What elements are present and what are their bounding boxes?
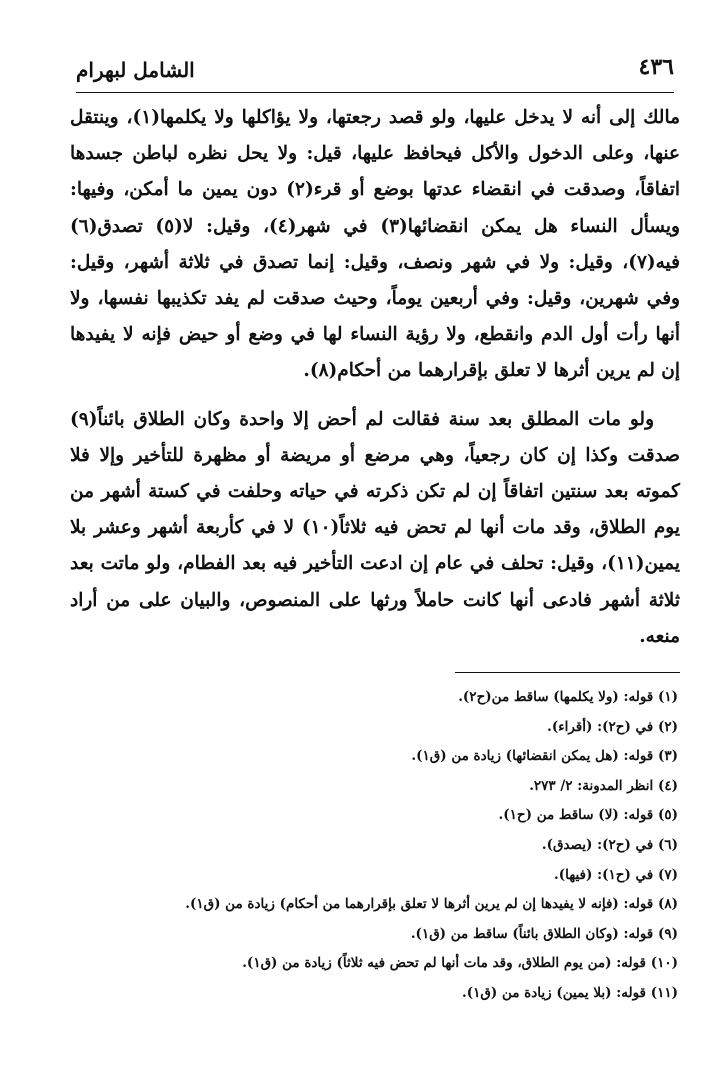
footnote-4: (٤) انظر المدونة: ٢/ ٢٧٣.: [529, 777, 678, 794]
footnote-1: (١) قوله: (ولا يكلمها) ساقط من(ح٢).: [458, 689, 678, 705]
footnote-9: (٩) قوله: (وكان الطلاق بائناً) ساقط من (ق١).: [410, 925, 678, 942]
footnote-5: (٥) قوله: (لا) ساقط من (ح١).: [498, 807, 678, 824]
footnote-2: (٢) في (ح٢): (أقراء).: [547, 718, 678, 735]
footnote-6: (٦) في (ح٢): (يصدق).: [541, 836, 678, 853]
footnote-7: (٧) في (ح١): (فيها).: [554, 866, 678, 883]
paragraph-2: ولو مات المطلق بعد سنة فقالت لم أحض إلا واحدة وكان الطلاق بائناً(٩) صدقت وكذا إن كان رجعياً، وهي مرضع أو مريضة أو مظهرة للتأخير وإلا فلا كموته بعد سنتين اتفاقاً إن لم تكن ذكرته في حياته وحلفت في كستة أشهر من يوم الطلاق، وقد مات أنها لم تحض فيه ثلاثاً(١٠) لا في كأربعة أشهر وعشر بلا يمين(١١)، وقيل: تحلف في عام إن ادعت التأخير فيه بعد الفطام، ولو ماتت بعد ثلاثة أشهر فادعى أنها كانت حاملاً ورثها على المنصوص، والبيان على من أراد منعه.: [70, 408, 681, 647]
footnote-11: (١١) قوله: (بلا يمين) زيادة من (ق١).: [462, 984, 678, 1001]
running-title: الشامل لبهرام: [76, 58, 195, 82]
page-header: [76, 50, 674, 94]
main-text: [70, 100, 680, 655]
paragraph-1: مالك إلى أنه لا يدخل عليها، ولو قصد رجعتها، ولا يؤاكلها ولا يكلمها(١)، وينتقل عنها، وعلى الدخول والأكل فيحافظ عليها، قيل: ولا يحل نظره لباطن جسدها اتفاقاً، وصدقت في انقضاء عدتها بوضع أو قرء(٢) دون يمين ما أمكن، وفيها: ويسأل النساء هل يمكن انقضائها(٣) في شهر(٤)، وقيل: لا(٥) تصدق(٦) فيه(٧)، وقيل: ولا في شهر ونصف، وقيل: إنما تصدق في ثلاثة أشهر، وقيل: وفي شهرين، وقيل: وفي أربعين يوماً، وحيث صدقت لم يفد تكذيبها نفسها، ولا أنها رأت أول الدم وانقطع، ولا رؤية النساء لها في وضع أو حيض فإنه لا يفيدها إن لم يرين أثرها لا تعلق بإقرارهما من أحكام(٨).: [70, 107, 680, 382]
footnote-divider: [455, 672, 680, 673]
page-number: ٤٣٦: [638, 54, 674, 80]
footnote-3: (٣) قوله: (هل يمكن انقضائها) زيادة من (ق١).: [411, 748, 678, 765]
header-divider: [76, 92, 674, 93]
footnote-10: (١٠) قوله: (من يوم الطلاق، وقد مات أنها لم تحض فيه ثلاثاً) زيادة من (ق١).: [242, 955, 678, 972]
footnotes-list: [70, 683, 678, 1009]
footnote-8: (٨) قوله: (فإنه لا يفيدها إن لم يرين أثرها لا تعلق بإقرارهما من أحكام) زيادة من (ق١).: [185, 896, 678, 913]
